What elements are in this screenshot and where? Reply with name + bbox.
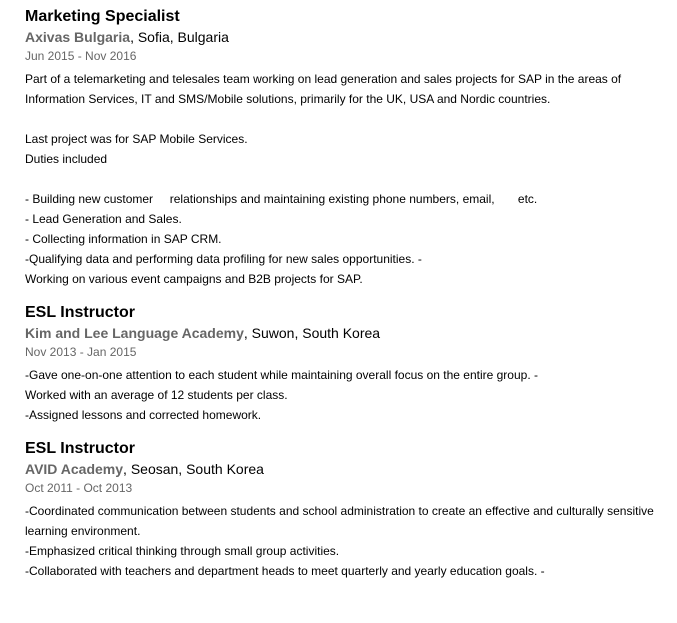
company-name: Kim and Lee Language Academy <box>25 325 244 341</box>
job-title: ESL Instructor <box>25 440 135 457</box>
description-line: Duties included <box>25 152 108 166</box>
company-name: Axivas Bulgaria <box>25 29 131 45</box>
job-entry <box>25 438 677 581</box>
blank-line <box>25 109 655 129</box>
job-title: ESL Instructor <box>25 304 135 321</box>
job-location: , Seosan, South Korea <box>123 461 264 477</box>
job-description <box>25 365 655 425</box>
job-dates: Jun 2015 - Nov 2016 <box>25 49 137 63</box>
description-line: -Assigned lessons and corrected homework. <box>25 408 262 422</box>
job-dates: Oct 2011 - Oct 2013 <box>25 481 133 495</box>
description-line: -Collaborated with teachers and department heads to meet quarterly and yearly education goals. - <box>25 564 545 578</box>
description-line: -Gave one-on-one attention to each student while maintaining overall focus on the entire group. - <box>25 368 538 382</box>
job-description <box>25 501 655 581</box>
job-company-line <box>25 323 677 344</box>
description-line: Worked with an average of 12 students per class. <box>25 388 288 402</box>
job-title: Marketing Specialist <box>25 8 180 25</box>
description-line: -Qualifying data and performing data profiling for new sales opportunities. - <box>25 252 422 266</box>
job-company-line <box>25 27 677 48</box>
description-paragraph: Part of a telemarketing and telesales team working on lead generation and sales projects for SAP in the areas of Information Services, IT and SMS/Mobile solutions, primarily for the UK, USA and Nordic countries. <box>25 72 622 106</box>
description-line: - Collecting information in SAP CRM. <box>25 232 222 246</box>
description-paragraph: -Coordinated communication between students and school administration to create an effective and culturally sensitive learning environment. <box>25 504 654 538</box>
description-line: Working on various event campaigns and B2B projects for SAP. <box>25 272 363 286</box>
description-line: - Lead Generation and Sales. <box>25 212 182 226</box>
company-name: AVID Academy <box>25 461 124 477</box>
blank-line <box>25 169 655 189</box>
job-dates: Nov 2013 - Jan 2015 <box>25 345 137 359</box>
job-description <box>25 69 655 289</box>
job-location: , Sofia, Bulgaria <box>130 29 229 45</box>
job-company-line <box>25 459 677 480</box>
description-line: -Emphasized critical thinking through small group activities. <box>25 544 340 558</box>
description-line: - Building new customer relationships and maintaining existing phone numbers, email, etc. <box>25 192 538 206</box>
job-location: , Suwon, South Korea <box>243 325 381 341</box>
job-entry <box>25 302 677 425</box>
description-line: Last project was for SAP Mobile Services. <box>25 132 248 146</box>
job-entry <box>25 6 677 289</box>
